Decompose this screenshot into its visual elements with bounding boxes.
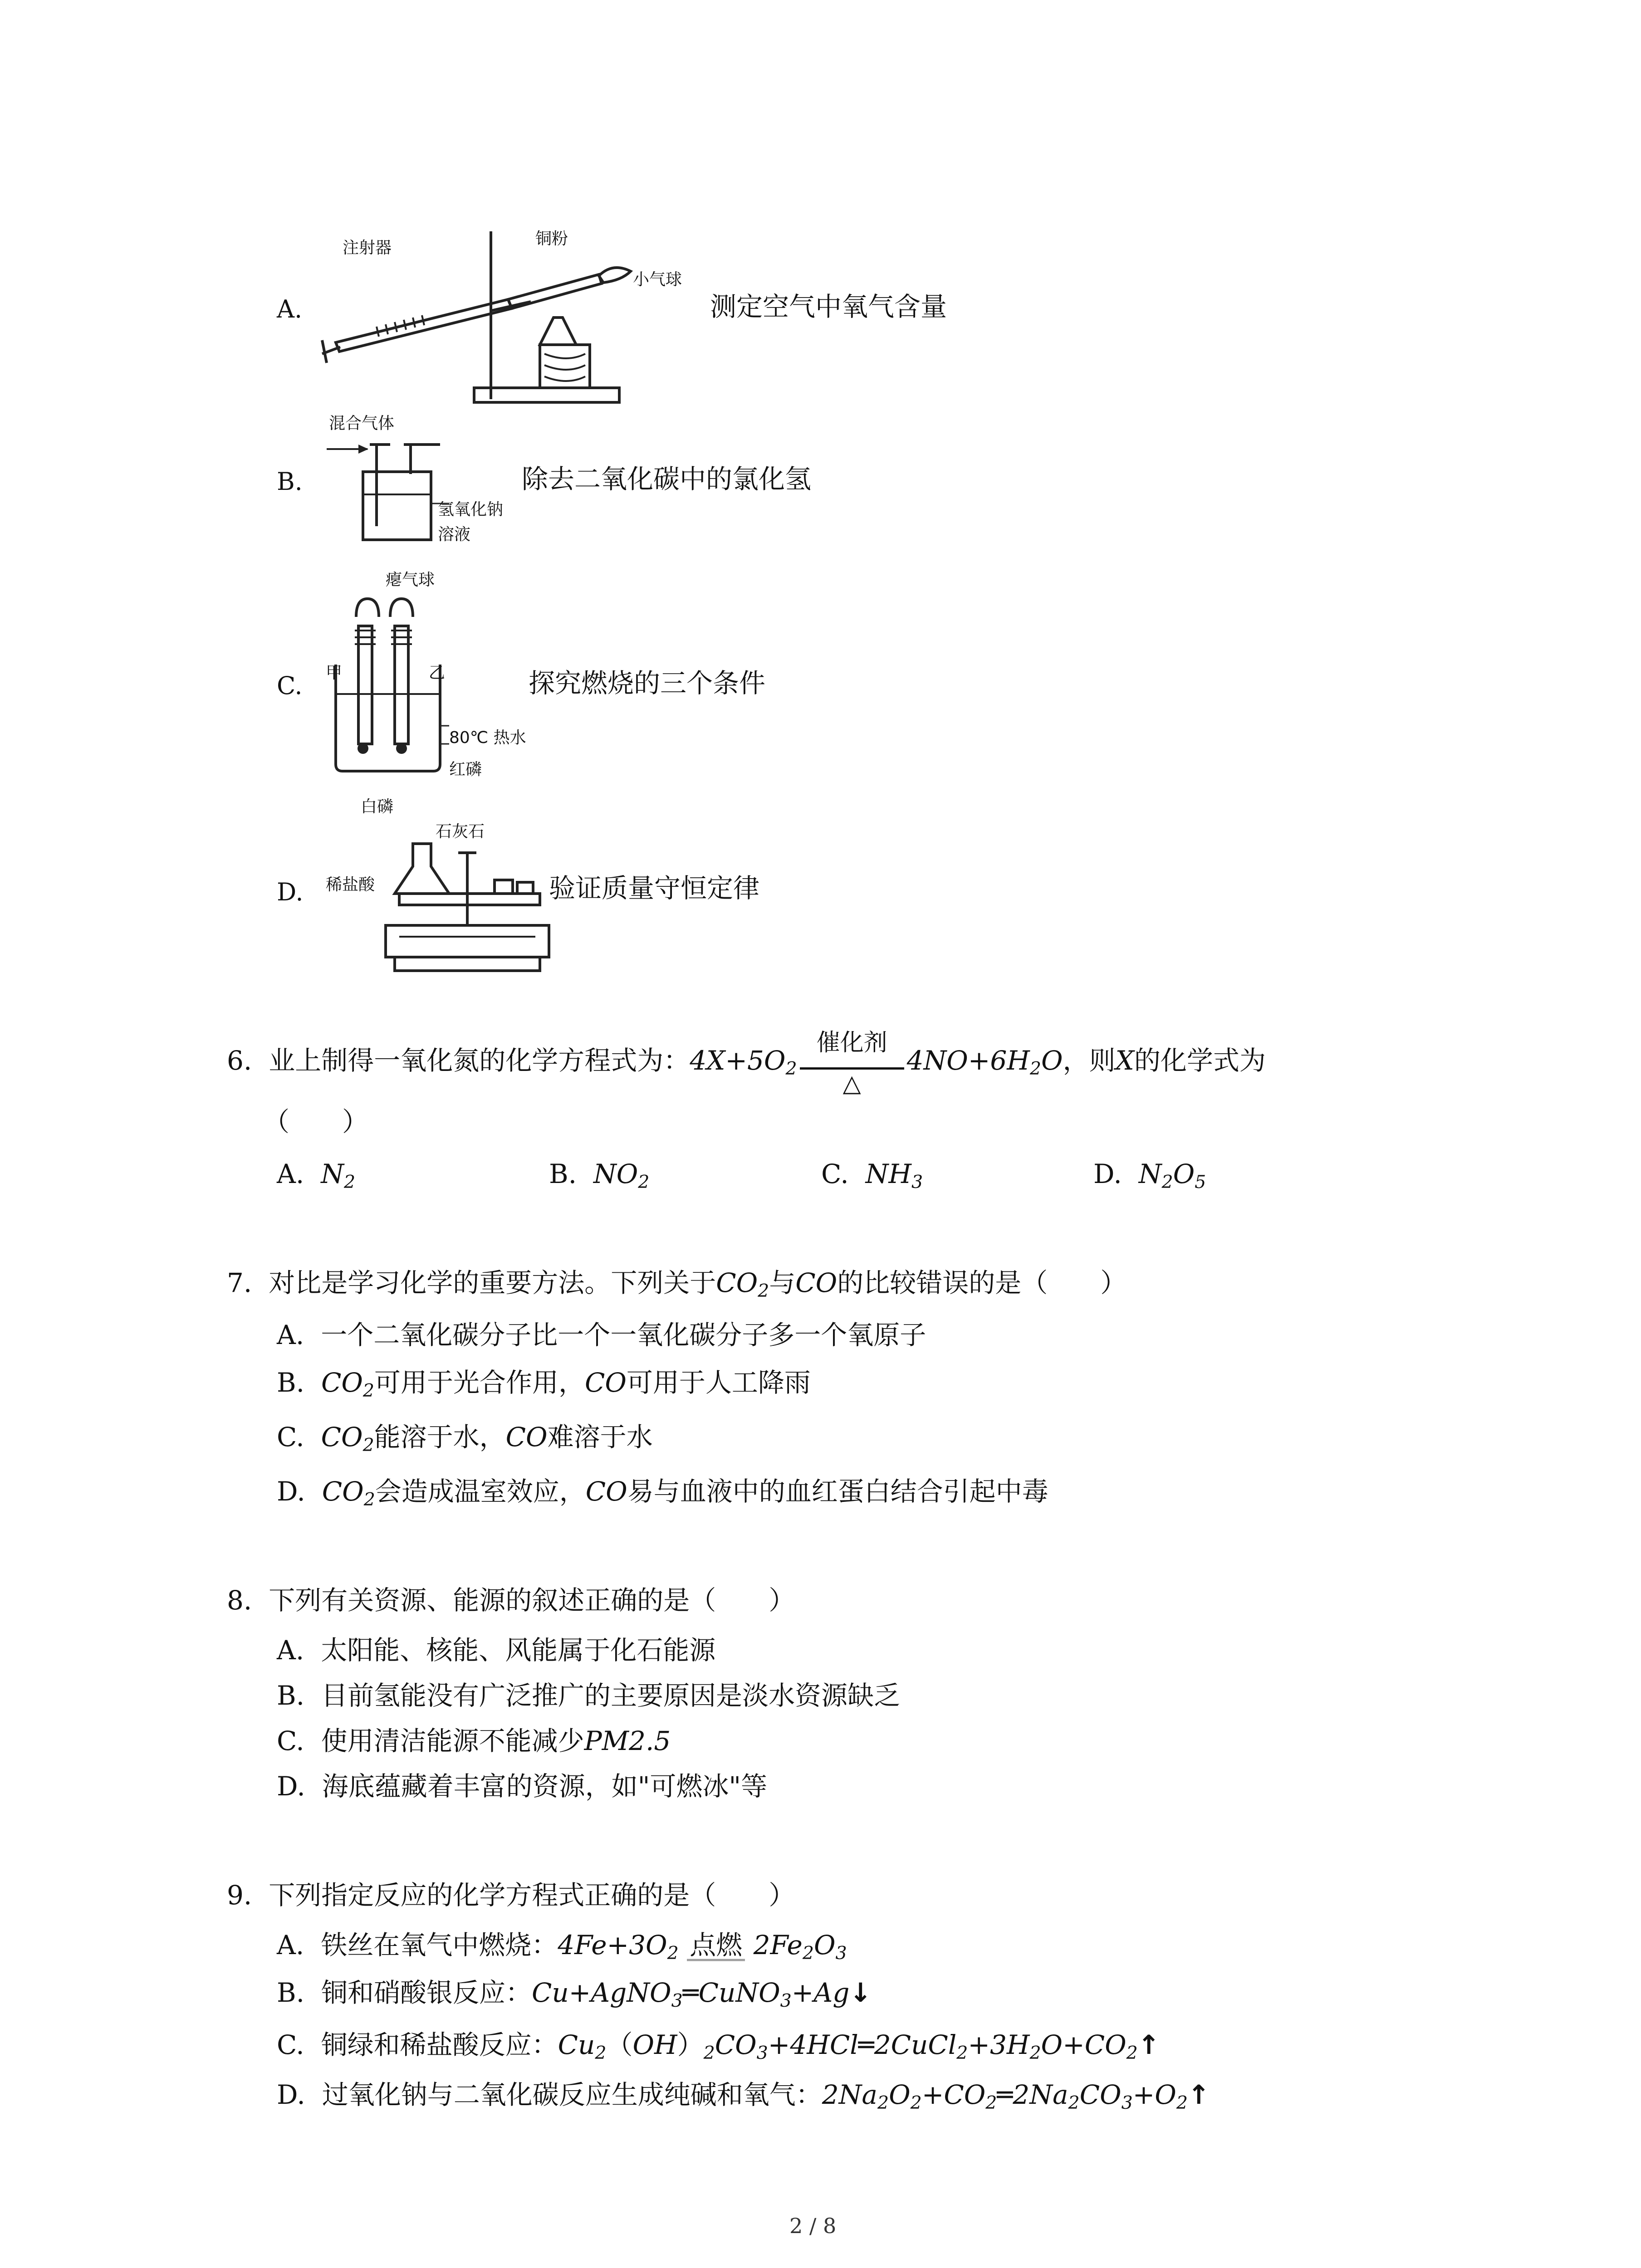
- question-6-number: 6.: [227, 1045, 252, 1076]
- q9-option-d[interactable]: D. 过氧化钠与二氧化碳反应生成纯碱和氧气：$2Na_2O_2+CO_2═2Na_2CO_3+O_2↑$: [277, 2079, 1210, 2114]
- q7-option-c[interactable]: C. $CO_2$能溶于水，CO难溶于水: [277, 1422, 653, 1456]
- q6-option-a[interactable]: A. $N_2$: [277, 1158, 356, 1193]
- equation-right: $4NO+6H_2O$: [906, 1045, 1063, 1080]
- option-label-b: B.: [277, 467, 303, 496]
- apparatus-balance: [386, 835, 554, 975]
- q8-option-b[interactable]: B. 目前氢能没有广泛推广的主要原因是淡水资源缺乏: [277, 1680, 900, 1711]
- option-b-text: 除去二氧化碳中的氯化氢: [522, 464, 812, 494]
- q7-option-b[interactable]: B. $CO_2$可用于光合作用，CO可用于人工降雨: [277, 1367, 811, 1402]
- option-d-text: 验证质量守恒定律: [549, 873, 760, 904]
- caption-yi: 乙: [429, 664, 446, 682]
- caption-limestone: 石灰石: [436, 822, 485, 841]
- caption-hot-water: 80℃ 热水: [449, 728, 526, 747]
- caption-red-phosphorus: 红磷: [449, 760, 482, 779]
- burn-condition: 点燃: [687, 1931, 745, 1961]
- caption-copper: 铜粉: [535, 230, 568, 248]
- option-label-a: A.: [277, 295, 303, 323]
- question-6-paren: （ ）: [263, 1106, 369, 1137]
- option-a-text: 测定空气中氧气含量: [710, 291, 947, 322]
- q9-option-c[interactable]: C. 铜绿和稀盐酸反应：$Cu_2(OH)_2CO_3+4HCl═2CuCl_2+3H_2O+CO_2↑$: [277, 2029, 1160, 2064]
- q6-option-c[interactable]: C. $NH_3$: [821, 1158, 923, 1193]
- question-6-stem: 6. 业上制得一氧化氮的化学方程式为：$4X+5O_2$ 催化剂 △ $4NO+6H_2O$，则X的化学式为: [227, 1029, 1266, 1097]
- option-label-d: D.: [277, 878, 304, 906]
- q8-option-d[interactable]: D. 海底蕴藏着丰富的资源，如"可燃冰"等: [277, 1771, 768, 1802]
- q7-option-d[interactable]: D. $CO_2$会造成温室效应，CO易与血液中的血红蛋白结合引起中毒: [277, 1476, 1048, 1510]
- caption-naoh-1: 氢氧化钠: [438, 500, 504, 519]
- caption-jia: 甲: [326, 664, 343, 682]
- page-number: 2 / 8: [789, 2214, 837, 2238]
- q6-option-b[interactable]: B. $NO_2$: [549, 1158, 650, 1193]
- option-c-text: 探究燃烧的三个条件: [529, 668, 766, 699]
- question-8-number: 8.: [227, 1585, 252, 1616]
- q9-option-a[interactable]: A. 铁丝在氧气中燃烧：$4Fe+3O_2$ 点燃 $2Fe_2O_3$: [277, 1930, 847, 1964]
- question-7-number: 7.: [227, 1267, 252, 1298]
- caption-dilute-hcl: 稀盐酸: [326, 875, 375, 894]
- caption-naoh-2: 溶液: [438, 525, 471, 544]
- caption-mixed-gas: 混合气体: [329, 414, 395, 433]
- caption-syringe: 注射器: [343, 239, 392, 257]
- question-8-stem: 8. 下列有关资源、能源的叙述正确的是（ ）: [227, 1585, 795, 1616]
- apparatus-combustion-beaker: [327, 585, 463, 798]
- q6-option-d[interactable]: D. $N_2O_5$: [1093, 1158, 1206, 1193]
- q8-option-a[interactable]: A. 太阳能、核能、风能属于化石能源: [277, 1635, 716, 1666]
- reaction-condition: 催化剂 △: [800, 1051, 904, 1070]
- question-7-stem: 7. 对比是学习化学的重要方法。下列关于$CO_2$与CO的比较错误的是（ ）: [227, 1267, 1127, 1302]
- question-9-stem: 9. 下列指定反应的化学方程式正确的是（ ）: [227, 1880, 795, 1911]
- option-label-c: C.: [277, 671, 303, 700]
- caption-balloon: 小气球: [633, 270, 682, 289]
- q8-option-c[interactable]: C. 使用清洁能源不能减少PM2.5: [277, 1725, 671, 1756]
- question-9-number: 9.: [227, 1880, 252, 1911]
- equation-left: $4X+5O_2$: [690, 1045, 797, 1080]
- caption-empty-balloon: 瘪气球: [386, 571, 435, 589]
- q7-option-a[interactable]: A. 一个二氧化碳分子比一个一氧化碳分子多一个氧原子: [277, 1320, 926, 1350]
- q9-option-b[interactable]: B. 铜和硝酸银反应：Cu+AgNO$_3$═CuNO$_3$+Ag↓: [277, 1977, 872, 2012]
- caption-white-phosphorus: 白磷: [361, 797, 394, 816]
